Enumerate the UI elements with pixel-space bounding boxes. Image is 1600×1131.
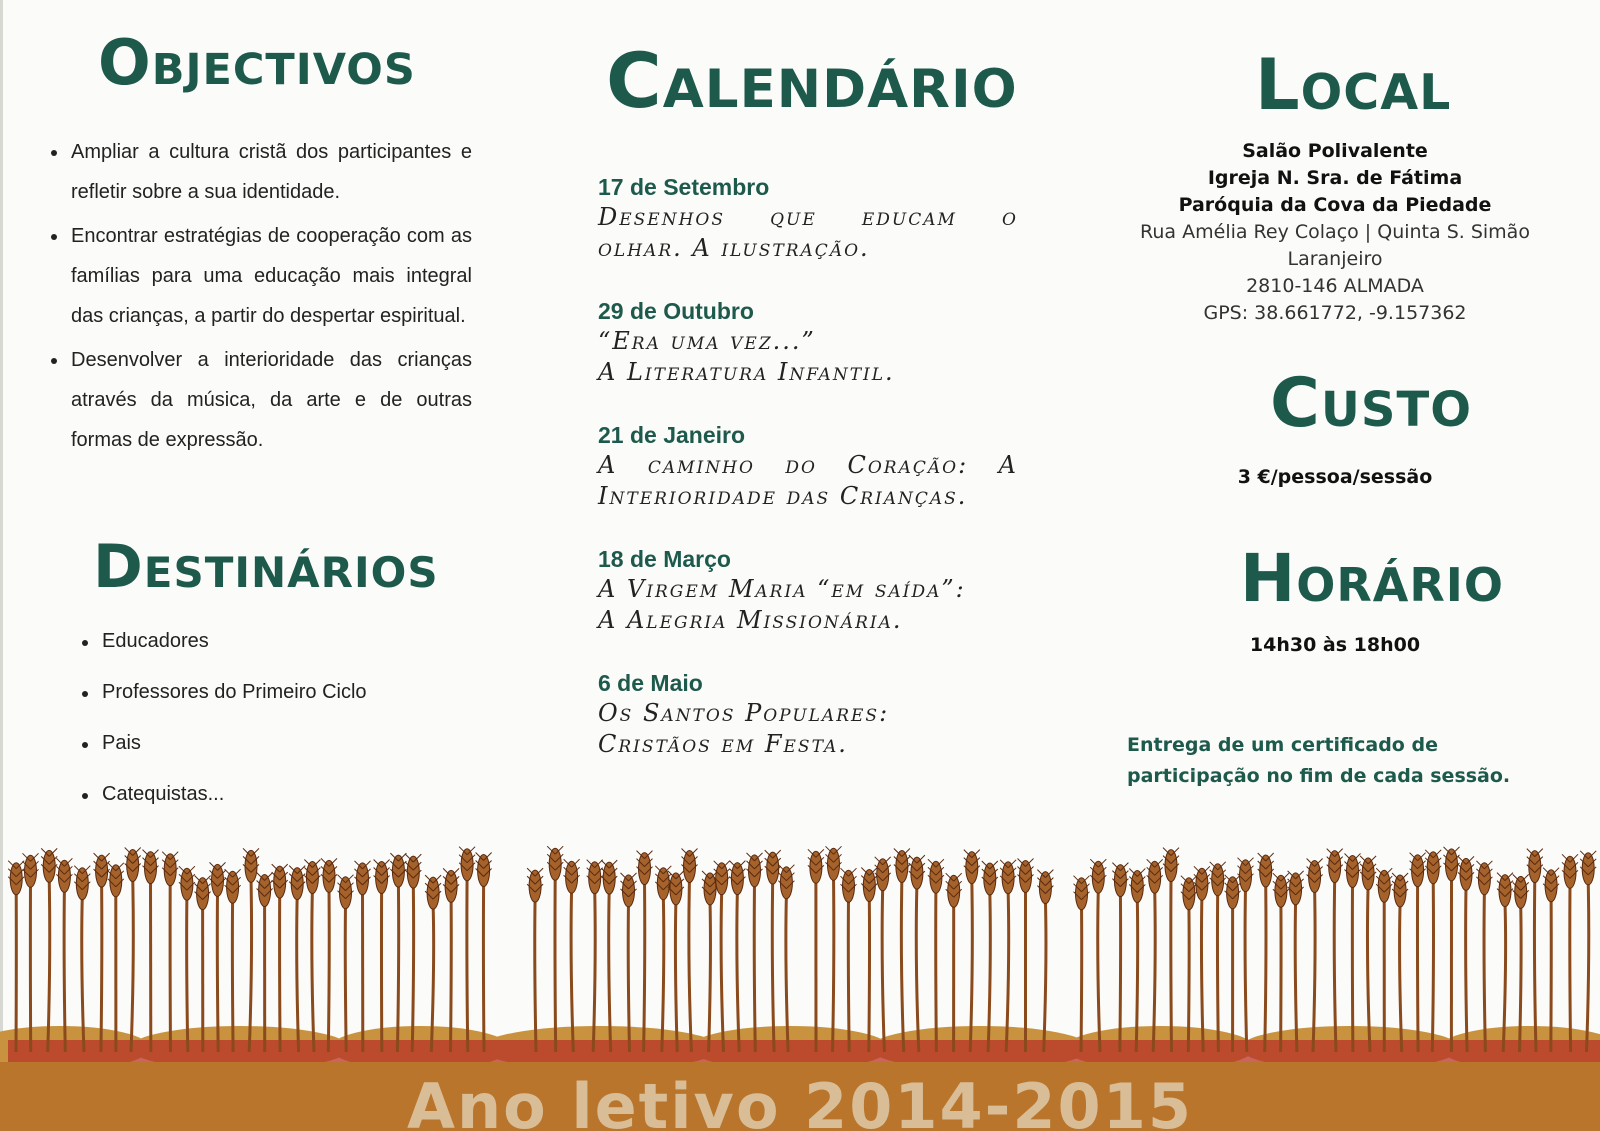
wheat-stalk — [64, 888, 65, 1052]
wheat-head — [1039, 872, 1051, 904]
wheat-head — [1165, 850, 1177, 882]
event-date: 18 de Março — [598, 546, 731, 572]
wheat-stalk — [1570, 884, 1571, 1052]
wheat-head — [930, 861, 942, 893]
event-title — [598, 574, 1018, 636]
objectives-heading: Objectivos — [98, 26, 416, 99]
wheat-head — [1545, 870, 1557, 902]
wheat-head — [145, 852, 157, 884]
calendar-list — [598, 172, 1018, 792]
school-year-banner: Ano letivo 2014-2015 — [407, 1070, 1193, 1131]
event-date: 29 de Outubro — [598, 298, 754, 324]
list-item: Professores do Primeiro Ciclo — [80, 679, 480, 705]
wheat-head — [212, 864, 224, 896]
wheat-stalk — [1503, 903, 1505, 1052]
wheat-head — [1362, 858, 1374, 890]
wheat-head — [1076, 878, 1088, 910]
wheat-stalk — [609, 890, 611, 1052]
wheat-head — [1183, 878, 1195, 910]
list-item: Ampliar a cultura cristã dos participantes e refletir sobre a sua identidade. — [49, 132, 472, 212]
wheat-stalk — [1136, 899, 1137, 1053]
wheat-stalk — [431, 905, 433, 1052]
event-title-line: A caminho do Coração: A — [598, 451, 1018, 479]
wheat-head — [1412, 855, 1424, 887]
wheat-stalk — [1400, 903, 1402, 1052]
wheat-stalk — [1188, 906, 1189, 1052]
wheat-head — [1290, 873, 1302, 905]
wheat-stalk — [1120, 893, 1121, 1052]
calendar-event — [598, 544, 1018, 668]
wheat-stalk — [187, 896, 188, 1052]
wheat-stalk — [833, 876, 834, 1052]
wheat-stalk — [786, 895, 788, 1052]
wheat-head — [529, 870, 541, 902]
wheat-head — [25, 855, 37, 887]
wheat-head — [323, 860, 335, 892]
wheat-stalk — [970, 880, 972, 1052]
wheat-head — [245, 850, 257, 882]
wheat-head — [291, 868, 303, 900]
wheat-stalk — [345, 905, 346, 1052]
street-address: Rua Amélia Rey Colaço | Quinta S. Simão — [1140, 221, 1530, 243]
event-title-line: A Literatura Infantil. — [598, 358, 895, 386]
wheat-head — [1114, 865, 1126, 897]
audience-list — [80, 628, 480, 832]
church-name: Igreja N. Sra. de Fátima — [1207, 167, 1463, 189]
event-title — [598, 450, 1018, 512]
wheat-stalk — [82, 896, 84, 1052]
wheat-head — [340, 877, 352, 909]
list-item: Catequistas... — [80, 781, 480, 807]
event-title-line: olhar. A ilustração. — [598, 234, 870, 262]
wheat-head — [896, 851, 908, 883]
wheat-stalk — [1313, 889, 1315, 1053]
wheat-head — [828, 848, 840, 880]
wheat-head — [684, 851, 696, 883]
wheat-stalk — [312, 890, 314, 1053]
event-date: 6 de Maio — [598, 670, 703, 696]
wheat-head — [603, 862, 615, 894]
wheat-head — [461, 849, 473, 881]
calendar-heading: Calendário — [606, 36, 1018, 125]
wheat-stalk — [555, 876, 556, 1052]
wheat-stalk — [131, 878, 133, 1053]
wheat-head — [76, 868, 88, 900]
wheat-head — [1309, 861, 1321, 893]
wheat-head — [1260, 855, 1272, 887]
wheat-head — [1092, 861, 1104, 893]
wheat-head — [1196, 868, 1208, 900]
event-title-line: Cristãos em Festa. — [598, 730, 848, 758]
wheat-head — [716, 863, 728, 895]
objectives-list — [49, 132, 472, 464]
wheat-head — [1394, 875, 1406, 907]
wheat-head — [780, 867, 792, 899]
wheat-stalk — [754, 883, 755, 1052]
location-address — [1120, 138, 1550, 327]
location-heading: Local — [1255, 44, 1452, 126]
wheat-head — [810, 851, 822, 883]
wheat-head — [863, 870, 875, 902]
wheat-head — [1529, 851, 1541, 883]
wheat-head — [1212, 864, 1224, 896]
wheat-head — [911, 857, 923, 889]
wheat-head — [1149, 861, 1161, 893]
wheat-head — [181, 868, 193, 900]
wheat-head — [1427, 852, 1439, 884]
wheat-head — [877, 859, 889, 891]
event-title — [598, 326, 1018, 388]
wheat-head — [639, 853, 651, 885]
wheat-stalk — [1044, 900, 1046, 1052]
event-title-line: “Era uma vez...” — [598, 327, 816, 355]
postal-code: 2810-146 ALMADA — [1246, 275, 1424, 297]
wheat-stalk — [988, 891, 990, 1052]
schedule-value: 14h30 às 18h00 — [1249, 634, 1421, 656]
wheat-stalk — [328, 888, 329, 1052]
wheat-head — [1240, 860, 1252, 892]
wheat-stalk — [1534, 879, 1536, 1052]
wheat-stalk — [848, 898, 849, 1052]
wheat-stalk — [1098, 889, 1100, 1052]
wheat-head — [376, 862, 388, 894]
wheat-head — [43, 850, 55, 882]
list-item: Encontrar estratégias de cooperação com as famílias para uma educação mais integral das crianças, a partir do despertar espiritual. — [49, 216, 472, 336]
wheat-stalk — [675, 901, 677, 1052]
gps-coordinates: GPS: 38.661772, -9.157362 — [1203, 302, 1467, 324]
wheat-stalk — [451, 898, 452, 1052]
wheat-stalk — [882, 887, 884, 1052]
wheat-head — [589, 862, 601, 894]
wheat-head — [549, 848, 561, 880]
event-title-line: Desenhos que educam o — [598, 203, 1018, 231]
wheat-head — [1020, 861, 1032, 893]
wheat-stalk — [101, 883, 102, 1052]
wheat-head — [357, 863, 369, 895]
wheat-stalk — [721, 891, 723, 1052]
wheat-stalk — [1417, 883, 1418, 1052]
wheat-stalk — [1367, 886, 1370, 1052]
calendar-event — [598, 420, 1018, 544]
wheat-stalk — [936, 889, 937, 1052]
wheat-stalk — [916, 885, 919, 1052]
wheat-stalk — [397, 883, 398, 1052]
wheat-head — [110, 865, 122, 897]
wheat-stalk — [1484, 891, 1485, 1052]
wheat-head — [1378, 870, 1390, 902]
calendar-event — [598, 668, 1018, 792]
wheat-head — [1582, 853, 1594, 885]
wheat-stalk — [1265, 883, 1266, 1052]
wheat-stalk — [571, 889, 573, 1052]
wheat-stalk — [644, 881, 645, 1052]
audience-heading: Destinários — [93, 532, 439, 602]
wheat-stalk — [535, 898, 536, 1052]
wheat-head — [984, 863, 996, 895]
wheat-head — [566, 861, 578, 893]
event-title-line: Os Santos Populares: — [598, 699, 890, 727]
wheat-head — [1564, 856, 1576, 888]
wheat-head — [767, 852, 779, 884]
event-date: 17 de Setembro — [598, 174, 770, 200]
wheat-stalk — [1006, 890, 1008, 1052]
wheat-stalk — [901, 879, 903, 1053]
event-date: 21 de Janeiro — [598, 422, 746, 448]
wheat-head — [478, 855, 490, 887]
wheat-head — [731, 863, 743, 895]
event-title-line: A Virgem Maria “em saída”: — [598, 575, 966, 603]
event-title — [598, 202, 1018, 264]
wheat-stalk — [1153, 889, 1155, 1052]
wheat-head — [227, 871, 239, 903]
wheat-stalk — [1201, 896, 1203, 1052]
wheat-stalk — [593, 890, 595, 1052]
wheat-head — [96, 855, 108, 887]
wheat-head — [948, 875, 960, 907]
wheat-head — [1329, 851, 1341, 883]
wheat-head — [966, 852, 978, 884]
red-soil-strip — [8, 1040, 1600, 1062]
wheat-head — [1446, 849, 1458, 881]
wheat-stalk — [628, 903, 629, 1052]
wheat-head — [1131, 871, 1143, 903]
wheat-head — [1499, 875, 1511, 907]
wheat-head — [427, 877, 439, 909]
wheat-stalk — [249, 878, 251, 1052]
list-item: Pais — [80, 730, 480, 756]
wheat-stalk — [48, 878, 50, 1052]
wheat-head — [843, 870, 855, 902]
wheat-head — [1002, 862, 1014, 894]
wheat-stalk — [1587, 881, 1589, 1052]
wheat-head — [1275, 875, 1287, 907]
parish-name: Paróquia da Cova da Piedade — [1178, 194, 1492, 216]
cost-value: 3 €/pessoa/sessão — [1237, 466, 1433, 488]
wheat-stalk — [280, 894, 281, 1052]
wheat-head — [445, 870, 457, 902]
wheat-head — [58, 860, 70, 892]
wheat-stalk — [772, 880, 774, 1052]
wheat-stalk — [737, 891, 739, 1052]
event-title-line: Interioridade das Crianças. — [598, 482, 968, 510]
wheat-stalk — [1081, 906, 1082, 1052]
wheat-head — [1227, 877, 1239, 909]
venue-name: Salão Polivalente — [1242, 140, 1428, 162]
schedule-heading: Horário — [1240, 540, 1505, 617]
wheat-head — [407, 856, 419, 888]
wheat-illustration — [0, 840, 1600, 1088]
wheat-stalk — [1334, 879, 1336, 1052]
wheat-head — [1460, 858, 1472, 890]
wheat-stalk — [662, 896, 664, 1052]
list-item: Educadores — [80, 628, 480, 654]
wheat-stalk — [217, 892, 218, 1052]
wheat-stalk — [1520, 904, 1522, 1052]
calendar-event — [598, 172, 1018, 296]
wheat-head — [10, 863, 22, 895]
wheat-head — [259, 875, 271, 907]
wheat-head — [306, 862, 318, 894]
wheat-stalk — [412, 884, 413, 1052]
area-name: Laranjeiro — [1287, 248, 1383, 270]
wheat-head — [127, 850, 139, 882]
cost-heading: Custo — [1270, 364, 1472, 443]
wheat-head — [623, 875, 635, 907]
event-title-line: A Alegria Missionária. — [598, 606, 903, 634]
wheat-head — [197, 878, 209, 910]
wheat-head — [1515, 876, 1527, 908]
wheat-head — [749, 855, 761, 887]
wheat-stalk — [1217, 892, 1218, 1052]
wheat-stalk — [689, 879, 692, 1053]
wheat-stalk — [1245, 888, 1247, 1052]
wheat-stalk — [1295, 901, 1297, 1052]
wheat-head — [1347, 856, 1359, 888]
wheat-stalk — [869, 898, 870, 1053]
wheat-head — [392, 855, 404, 887]
wheat-stalk — [297, 896, 299, 1052]
wheat-head — [1478, 863, 1490, 895]
event-title — [598, 698, 1018, 760]
wheat-stalk — [1352, 884, 1353, 1053]
list-item: Desenvolver a interioridade das crianças através da música, da arte e de outras formas de expressão. — [49, 340, 472, 460]
wheat-head — [670, 873, 682, 905]
calendar-event — [598, 296, 1018, 420]
wheat-stalk — [483, 883, 484, 1053]
wheat-head — [274, 866, 286, 898]
wheat-head — [657, 868, 669, 900]
wheat-stalk — [1432, 880, 1433, 1052]
wheat-stalk — [467, 877, 468, 1052]
certificate-note: Entrega de um certificado de participação no fim de cada sessão. — [1127, 734, 1511, 787]
wheat-stalk — [1171, 878, 1172, 1052]
wheat-head — [164, 854, 176, 886]
wheat-stalk — [709, 901, 711, 1052]
wheat-stalk — [232, 899, 233, 1052]
wheat-stalk — [1466, 886, 1467, 1052]
